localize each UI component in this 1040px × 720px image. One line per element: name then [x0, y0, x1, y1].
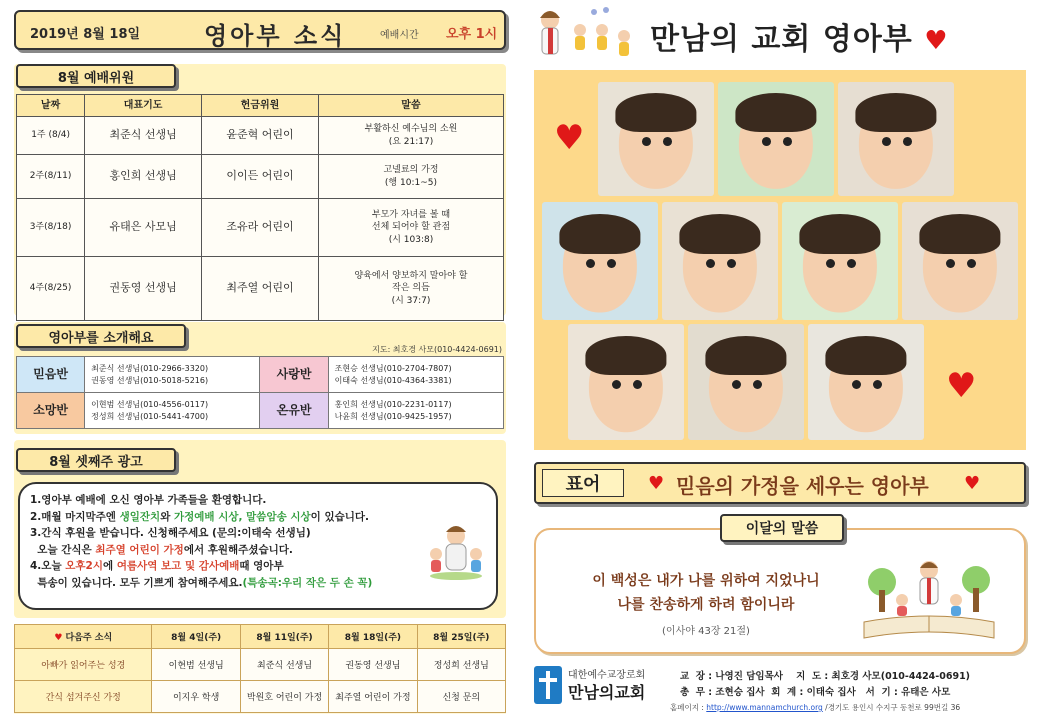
church-footer	[534, 662, 1034, 718]
next-week-cell: 정성희 선생님	[417, 649, 505, 681]
worship-prayer: 유태은 사모님	[85, 199, 202, 257]
worship-word-line: 선체 되어야 할 관점	[371, 222, 451, 233]
worship-date: 1주 (8/4)	[17, 117, 85, 155]
next-week-col-header	[240, 625, 328, 649]
next-week-cell: 이현범 선생님	[152, 649, 240, 681]
ads-section	[14, 440, 506, 618]
teacher-contact: 이태숙 선생님(010-4364-3381)	[334, 375, 452, 385]
header-date: 2019년 8월 18일	[30, 27, 141, 42]
ad-line-4: 오늘 간식은 최주열 어린이 가정에서 후원해주셨습니다.	[30, 543, 293, 556]
class-teachers	[328, 393, 503, 429]
worship-offering: 최주열 어린이	[202, 257, 319, 321]
next-week-cell: 신청 문의	[417, 681, 505, 713]
photo-panel	[534, 70, 1026, 450]
next-week-cell: 권동영 선생님	[329, 649, 417, 681]
class-table	[16, 356, 504, 429]
heart-icon: ♥	[924, 26, 949, 56]
worship-row	[17, 117, 504, 155]
worship-word-line: (요 21:17)	[388, 136, 434, 147]
motto-text: 믿음의 가정을 세우는 영아부	[676, 474, 929, 498]
jesus-children-logo	[534, 6, 664, 62]
worship-word	[318, 117, 503, 155]
next-week-col-header	[152, 625, 240, 649]
next-week-cell: 이지우 학생	[152, 681, 240, 713]
worship-table	[16, 94, 504, 321]
next-week-cell: 최준식 선생님	[240, 649, 328, 681]
teacher-contact: 이현범 선생님(010-4556-0117)	[91, 399, 209, 409]
worship-word	[318, 199, 503, 257]
ad-line-6: 특송이 있습니다. 모두 기쁘게 참여해주세요.(특송곡:우리 작은 두 손 꼭)	[30, 576, 373, 589]
motto-bar	[534, 462, 1026, 504]
worship-word-line: 양육에서 양보하지 말아야 할	[354, 271, 468, 282]
class-name: 소망반	[17, 393, 85, 429]
church-name: 만남의교회	[568, 683, 646, 702]
class-teachers	[85, 393, 260, 429]
teacher-contact: 홍인희 선생님(010-2231-0117)	[334, 399, 452, 409]
worship-offering: 이이든 어린이	[202, 155, 319, 199]
child-photo	[598, 82, 714, 196]
worship-offering: 조유라 어린이	[202, 199, 319, 257]
teacher-contact: 권동영 선생님(010-5018-5216)	[91, 375, 209, 385]
worship-col-header: 헌금위원	[202, 95, 319, 117]
verse-box	[534, 521, 1026, 654]
info-line-2: 총 무 : 조현승 집사 회 계 : 이태숙 집사 서 기 : 유태은 사모	[680, 687, 951, 698]
heart-icon: ♥	[964, 473, 981, 494]
intro-director: 지도: 최호경 사모(010-4424-0691)	[372, 345, 502, 354]
worship-title: 8월 예배위원	[16, 64, 176, 88]
worship-date: 2주(8/11)	[17, 155, 85, 199]
next-week-cell: 최주열 어린이 가정	[329, 681, 417, 713]
worship-prayer: 홍인희 선생님	[85, 155, 202, 199]
homepage-link[interactable]: http://www.mannamchurch.org	[706, 703, 823, 712]
next-week-col-header	[15, 625, 152, 649]
next-week-col-header	[329, 625, 417, 649]
next-week-col-label: 8월 11일(주)	[256, 633, 313, 643]
next-week-col-label: 8월 18일(주)	[344, 633, 402, 643]
next-week-col-label: 다음주 소식	[65, 633, 113, 643]
right-title: 만남의 교회 영아부 ♥	[650, 22, 949, 57]
worship-word-line: 부모가 자녀를 볼 때	[371, 210, 451, 221]
child-photo	[568, 324, 684, 440]
child-photo	[662, 202, 778, 320]
intro-title: 영아부를 소개해요	[16, 324, 186, 348]
header-title: 영아부 소식	[204, 22, 347, 50]
intro-section	[14, 322, 506, 434]
next-week-table	[14, 624, 506, 713]
child-photo	[688, 324, 804, 440]
ad-line-1: 1.영아부 예배에 오신 영아부 가족들을 환영합니다.	[30, 494, 267, 506]
worship-date: 3주(8/18)	[17, 199, 85, 257]
child-photo	[542, 202, 658, 320]
next-week-section	[14, 624, 506, 714]
heart-icon: ♥	[554, 118, 585, 158]
next-week-col-label: 8월 25일(주)	[433, 633, 490, 643]
child-photo	[808, 324, 924, 440]
ad-line-5: 4.오늘 오후2시에 여름사역 보고 및 감사예배때 영아부	[30, 560, 284, 572]
worship-word-line: (시 37:7)	[391, 295, 431, 306]
heart-icon: ♥	[54, 633, 66, 643]
info-line-3: 홈페이지 : http://www.mannamchurch.org /경기도 용인시 수지구 동천로 99번길 36	[670, 703, 961, 712]
verse-line-2: 나를 찬송하게 하려 함이니라	[617, 597, 795, 613]
ad-line-2: 2.매월 마지막주엔 생일잔치와 가정예배 시상, 말씀암송 시상이 있습니다.	[30, 510, 370, 523]
next-week-col-label: 8월 4일(주)	[171, 633, 222, 643]
worship-word	[318, 155, 503, 199]
bible-illustration	[854, 552, 1004, 642]
worship-section	[14, 64, 506, 316]
worship-word-line: 고넬료의 가정	[383, 165, 439, 176]
worship-word-line: (행 10:1~5)	[384, 177, 437, 188]
child-photo	[902, 202, 1018, 320]
next-week-row-label: 아빠가 읽어주는 성경	[15, 649, 152, 681]
service-label: 예배시간	[380, 30, 419, 41]
worship-word-line: 작은 의듬	[392, 283, 430, 294]
worship-col-header: 대표기도	[85, 95, 202, 117]
worship-word-line: 부활하신 예수님의 소원	[364, 124, 458, 135]
church-denomination: 대한예수교장로회	[568, 670, 646, 681]
worship-word	[318, 257, 503, 321]
teacher-contact: 조현승 선생님(010-2704-7807)	[334, 363, 452, 373]
motto-label: 표어	[542, 469, 624, 497]
worship-word-line: (시 103:8)	[388, 234, 434, 245]
info-line-1: 교 장 : 나영진 담임목사 지 도 : 최호경 사모(010-4424-0691)	[680, 671, 971, 682]
worship-row	[17, 155, 504, 199]
teacher-contact: 정성희 선생님(010-5441-4700)	[91, 411, 209, 421]
worship-prayer: 권동영 선생님	[85, 257, 202, 321]
worship-row	[17, 257, 504, 321]
worship-row	[17, 199, 504, 257]
class-name: 믿음반	[17, 357, 85, 393]
ad-line-3: 3.간식 후원을 받습니다. 신청해주세요 (문의:이태숙 선생님)	[30, 527, 311, 539]
ads-box	[18, 482, 498, 610]
jesus-children-illustration	[424, 518, 488, 582]
worship-col-header: 날짜	[17, 95, 85, 117]
verse-title: 이달의 말씀	[720, 514, 844, 542]
verse-line-1: 이 백성은 내가 나를 위하여 지었나니	[592, 573, 820, 589]
service-time: 오후 1시	[446, 27, 498, 42]
class-name: 사랑반	[260, 357, 328, 393]
verse-ref: (이사야 43장 21절)	[662, 626, 750, 637]
worship-prayer: 최준식 선생님	[85, 117, 202, 155]
church-logo	[534, 666, 562, 704]
class-teachers	[85, 357, 260, 393]
class-name: 온유반	[260, 393, 328, 429]
next-week-col-header	[417, 625, 505, 649]
worship-date: 4주(8/25)	[17, 257, 85, 321]
teacher-contact: 나윤희 선생님(010-9425-1957)	[334, 411, 452, 421]
heart-icon: ♥	[648, 473, 665, 494]
class-teachers	[328, 357, 503, 393]
child-photo	[838, 82, 954, 196]
teacher-contact: 최준식 선생님(010-2966-3320)	[91, 363, 209, 373]
worship-col-header: 말씀	[318, 95, 503, 117]
next-week-cell: 박원호 어린이 가정	[240, 681, 328, 713]
worship-offering: 윤준혁 어린이	[202, 117, 319, 155]
ads-title: 8월 셋째주 광고	[16, 448, 176, 472]
child-photo	[718, 82, 834, 196]
header-bar	[14, 10, 506, 50]
child-photo	[782, 202, 898, 320]
next-week-row-label: 간식 섬겨주신 가정	[15, 681, 152, 713]
heart-icon: ♥	[946, 366, 977, 406]
